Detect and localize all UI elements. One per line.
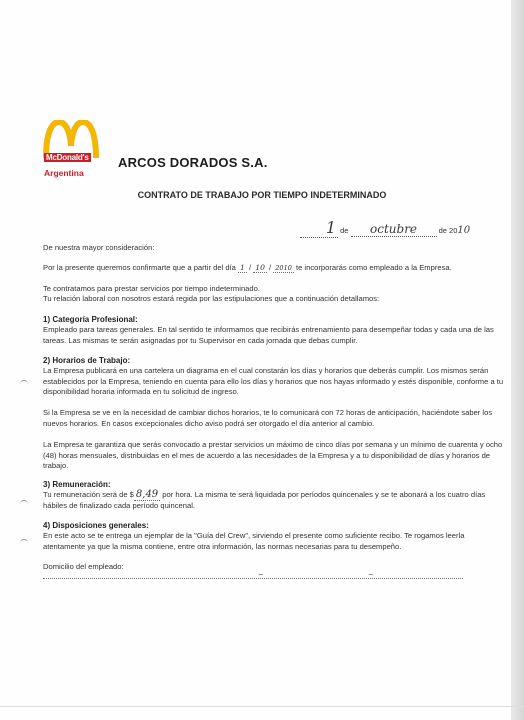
intro-sep: /: [269, 263, 272, 272]
section-1-heading: 1) Categoría Profesional:: [43, 315, 138, 324]
section-3-body: [43, 490, 505, 511]
intro-year: 2010: [275, 264, 292, 272]
logo-country-text: Argentina: [44, 168, 84, 178]
intro-suffix: te incorporarás como empleado a la Empresa.: [295, 263, 452, 272]
section-2-paragraph-3: La Empresa te garantiza que serás convocado a prestar servicios un máximo de cinco días por semana y un mínimo de cuarenta y ocho (48) horas mensuales, distribuidas en el mes de acuerdo a las necesidades de la Empresa y a tu disponibilidad de días y horarios de trabajo.: [43, 440, 503, 471]
intro-prefix: Por la presente queremos confirmarte que a partir del día: [43, 263, 236, 272]
section-2-heading: 2) Horarios de Trabajo:: [43, 356, 131, 365]
remuneration-prefix: Tu remuneración será de $: [43, 490, 134, 499]
section-4-body: En este acto se te entrega un ejemplar de la "Guía del Crew", sirviendo el presente como suficiente recibo. Te rogamos leerla atentamente ya que la misma contiene, entre otra información, las normas necesarias para tu desempeño.: [43, 531, 465, 551]
handwritten-scribble: ~: [258, 571, 264, 579]
intro-month: 10: [255, 263, 265, 272]
remuneration-amount: 8,49: [135, 489, 159, 500]
intro-day: 1: [240, 263, 245, 272]
date-month: octubre: [370, 222, 418, 236]
section-3-heading: 3) Remuneración:: [43, 480, 111, 489]
company-name: ARCOS DORADOS S.A.: [118, 155, 268, 170]
date-day: 1: [325, 218, 336, 237]
date-de-year-label: de 20: [438, 226, 458, 235]
domicilio-label: Domicilio del empleado:: [43, 562, 124, 571]
remuneration-suffix: por hora. La misma te será liquidada por períodos quincenales y se te abonará a los cuatro días hábiles de finalizado cada período quincenal.: [43, 490, 486, 510]
contract-type-line: Te contratamos para prestar servicios por tiempo indeterminado.: [43, 284, 260, 293]
logo-brand-text: McDonald's: [46, 153, 89, 162]
section-4-heading: 4) Disposiciones generales:: [43, 521, 149, 530]
section-1-body: Empleado para tareas generales. En tal sentido te informamos que recibirás entrenamiento para desempeñar todas y cada una de las tareas. Las mismas te serán asignadas por tu Supervisor en cada jornada que debas cumplir.: [43, 325, 494, 345]
page-fold: [0, 706, 524, 707]
date-year: 10: [457, 225, 471, 236]
margin-mark: [20, 539, 28, 544]
date-de-label: de: [340, 226, 349, 235]
handwritten-scribble: ~: [368, 571, 374, 579]
contract-rules-line: Tu relación laboral con nosotros estará regida por las estipulaciones que a continuación detallamos:: [43, 294, 380, 303]
section-2-paragraph-2: Si la Empresa se ve en la necesidad de cambiar dichos horarios, te lo comunicará con 72 horas de anticipación, haciéndote saber los nuevos horarios. En casos excepcionales dicho aviso podrá ser otorgado el día anterior al cambio.: [43, 408, 493, 428]
margin-mark: [20, 380, 28, 385]
margin-mark: [20, 500, 28, 505]
date-line: [300, 218, 470, 238]
intro-paragraph: [43, 263, 505, 274]
domicilio-line: [43, 578, 463, 579]
document-title: CONTRATO DE TRABAJO POR TIEMPO INDETERMINADO: [137, 190, 387, 200]
page-edge: [511, 0, 524, 720]
intro-sep: /: [249, 263, 252, 272]
greeting: De nuestra mayor consideración:: [43, 243, 155, 252]
section-2-paragraph-1: La Empresa publicará en una cartelera un diagrama en el cual constarán los días y horarios que deberás cumplir. Los mismos serán establecidos por la Empresa, teniendo en cuenta para ello los días y horarios que nos hayas informado y estés disponible, conforme a tu disponibilidad horaria informada en tu solicitud de ingreso.: [43, 366, 504, 397]
